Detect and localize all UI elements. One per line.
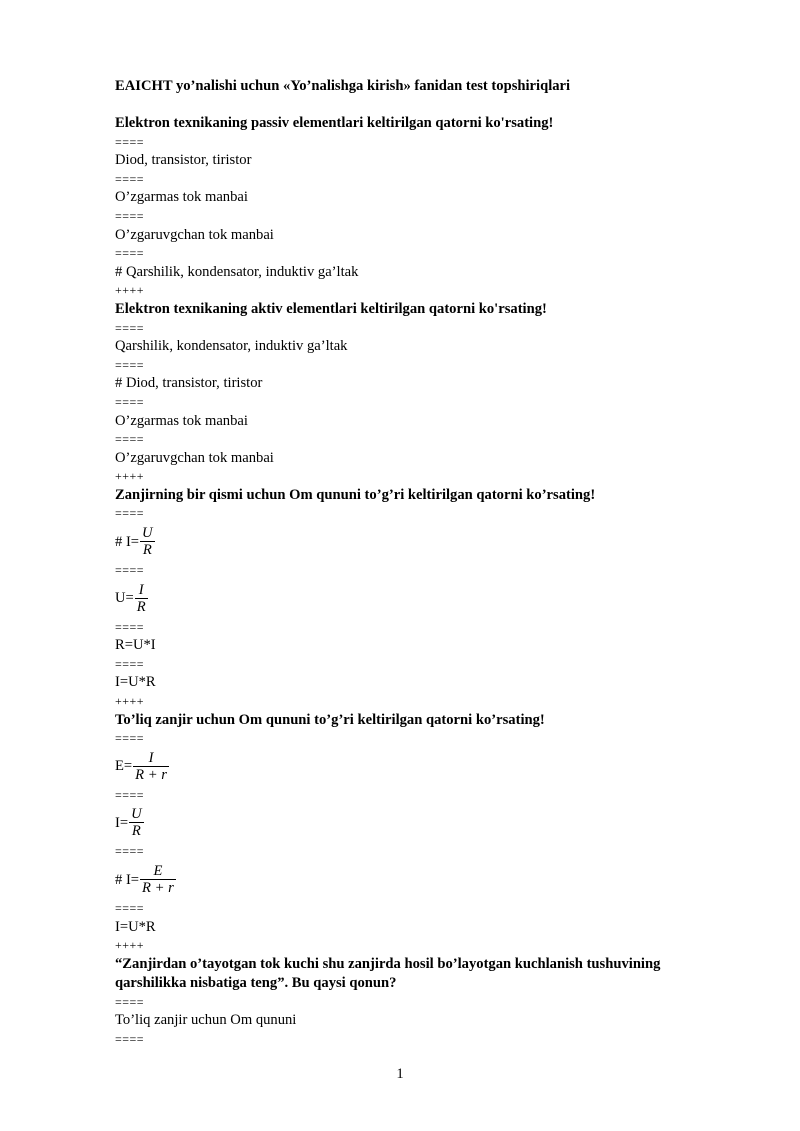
question-3-text: Zanjirning bir qismi uchun Om qununi to’g’ri keltirilgan qatorni ko’rsating! xyxy=(115,486,596,503)
option-separator: ==== xyxy=(115,844,145,859)
option-separator: ==== xyxy=(115,357,145,372)
fraction-denominator: R + r xyxy=(142,880,174,896)
question-2-text: Elektron texnikaning aktiv elementlari keltirilgan qatorni ko'rsating! xyxy=(115,300,547,317)
question-4-option-1 xyxy=(115,748,735,786)
formula-fraction xyxy=(133,750,169,784)
formula-prefix: I= xyxy=(115,814,129,831)
question-3-option-4: I=U*R xyxy=(115,674,156,691)
fraction-denominator: R + r xyxy=(135,766,167,783)
option-separator: ==== xyxy=(115,787,145,802)
question-1-text: Elektron texnikaning passiv elementlari keltirilgan qatorni ko'rsating! xyxy=(115,115,554,131)
option-separator: ==== xyxy=(115,619,145,634)
question-3-option-3: R=U*I xyxy=(115,637,156,654)
question-3-option-2 xyxy=(115,580,735,618)
option-separator: ==== xyxy=(115,246,145,261)
option-separator: ==== xyxy=(115,563,145,578)
formula-fraction xyxy=(140,863,176,897)
question-1-option-4: # Qarshilik, kondensator, induktiv ga’ltak xyxy=(115,263,359,280)
option-separator: ==== xyxy=(115,171,145,186)
question-5-text: “Zanjirdan o’tayotgan tok kuchi shu zanjirda hosil bo’layotgan kuchlanish tushuvining qarshilikka nisbatiga teng”. Bu qaysi qonun? xyxy=(115,955,661,991)
option-separator: ==== xyxy=(115,994,145,1009)
formula-fraction xyxy=(135,582,148,616)
question-4-option-3 xyxy=(115,861,735,899)
option-separator: ==== xyxy=(115,394,145,409)
question-2-option-4: O’zgaruvgchan tok manbai xyxy=(115,449,274,466)
fraction-numerator: U xyxy=(142,525,153,542)
document-page xyxy=(115,77,735,1049)
question-4-option-2 xyxy=(115,804,735,842)
formula-prefix: E= xyxy=(115,758,133,775)
question-2-option-3: O’zgarmas tok manbai xyxy=(115,412,248,429)
question-1-option-1: Diod, transistor, tiristor xyxy=(115,152,252,169)
option-separator: ==== xyxy=(115,656,145,671)
option-separator: ==== xyxy=(115,731,145,746)
option-separator: ==== xyxy=(115,901,145,915)
option-separator: ==== xyxy=(115,506,145,521)
question-4-option-4: I=U*R xyxy=(115,918,156,935)
question-separator: ++++ xyxy=(115,469,145,484)
formula-prefix: # I= xyxy=(115,533,140,550)
fraction-numerator: I xyxy=(138,581,144,598)
formula-prefix: U= xyxy=(115,590,134,607)
question-2-option-2: # Diod, transistor, tiristor xyxy=(115,375,263,392)
option-separator: ==== xyxy=(115,134,145,149)
question-separator: ++++ xyxy=(115,283,145,298)
page-number: 1 xyxy=(396,1066,404,1082)
fraction-denominator: R xyxy=(136,598,146,615)
question-separator: ++++ xyxy=(115,694,145,709)
document-title: EAICHT yo’nalishi uchun «Yo’nalishga kirish» fanidan test topshiriqlari xyxy=(115,78,571,94)
question-1-option-2: O’zgarmas tok manbai xyxy=(115,189,248,206)
question-4-text: To’liq zanjir uchun Om qununi to’g’ri keltirilgan qatorni ko’rsating! xyxy=(115,711,545,728)
formula-fraction xyxy=(129,806,144,840)
fraction-numerator: E xyxy=(153,863,163,879)
formula-fraction xyxy=(140,525,155,559)
fraction-denominator: R xyxy=(142,542,152,559)
question-1-option-3: O’zgaruvgchan tok manbai xyxy=(115,226,274,243)
question-3-option-1 xyxy=(115,523,735,561)
question-separator: ++++ xyxy=(115,938,145,953)
question-2-option-1: Qarshilik, kondensator, induktiv ga’ltak xyxy=(115,338,348,355)
option-separator: ==== xyxy=(115,1031,145,1046)
option-separator: ==== xyxy=(115,208,145,223)
formula-prefix: # I= xyxy=(115,871,140,888)
option-separator: ==== xyxy=(115,432,145,447)
fraction-numerator: I xyxy=(148,749,154,766)
fraction-denominator: R xyxy=(131,823,141,840)
fraction-numerator: U xyxy=(131,806,142,823)
question-5-option-1: To’liq zanjir uchun Om qununi xyxy=(115,1012,297,1029)
option-separator: ==== xyxy=(115,320,145,335)
